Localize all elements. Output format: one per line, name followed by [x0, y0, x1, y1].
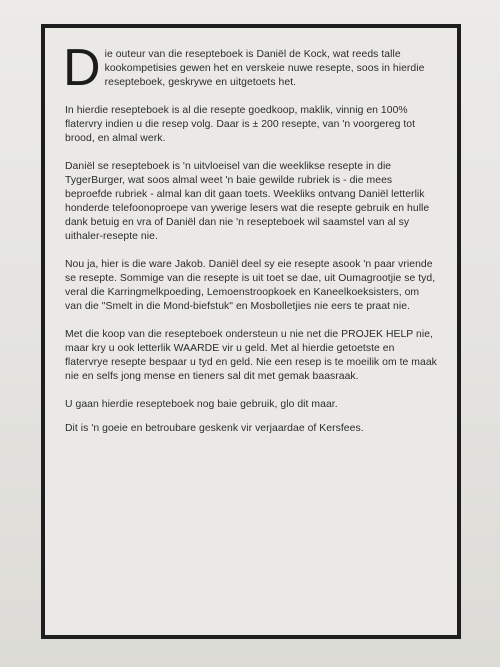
intro-paragraph [63, 39, 437, 97]
paragraph-recipes: Nou ja, hier is die ware Jakob. Daniël deel sy eie resepte asook 'n paar vriende se resepte. Sommige van die resepte is uit toet se dae, uit Oumagrootjie se tyd, veral die Karringmelkpoeding, Lemoenstroopkoek en Kaneelkoeksisters, om van die "Smelt in die Mond-biefstuk" en Mosbolletjies nie eers te praat nie. [65, 259, 436, 312]
paragraph-price: In hierdie resepteboek is al die resepte goedkoop, maklik, vinnig en 100% flatervry indien u die resep volg. Daar is ± 200 resepte, van 'n voorgereg tot brood, en almal werk. [65, 105, 416, 144]
paragraph-use: U gaan hierdie resepteboek nog baie gebruik, glo dit maar. [65, 399, 338, 410]
body-text [63, 39, 437, 450]
text-frame [41, 24, 461, 639]
intro-text: ie outeur van die resepteboek is Daniël de Kock, wat reeds talle kookompetisies gewen het en verskeie nuwe resepte, soos in hierdie resepteboek, geskrywe en uitgetoets het. [104, 49, 425, 88]
paragraph-gift: Dit is 'n goeie en betroubare geskenk vir verjaardae of Kersfees. [65, 423, 364, 434]
drop-cap: D [63, 39, 101, 97]
paragraph-project-help: Met die koop van die resepteboek ondersteun u nie net die PROJEK HELP nie, maar kry u ook letterlik WAARDE vir u geld. Met al hierdie getoetste en flatervrye resepte bespaar u tyd en geld. Nie een resep is te moeilik om te maak nie en selfs jong mense en tieners sal dit met gemak baasraak. [65, 329, 437, 382]
paragraph-origin: Daniël se resepteboek is 'n uitvloeisel van die weeklikse resepte in die TygerBurger, wat soos almal weet 'n baie gewilde rubriek is - die mees beproefde rubriek - almal kan dit gaan toets. Weekliks ontvang Daniël letterlik honderde telefoonoproepe van ywerige lesers wat die resepte gebruik en hulle dank betuig en vra of Daniël dan nie 'n resepteboek wil saamstel van al sy uithaler-resepte nie. [65, 161, 430, 242]
